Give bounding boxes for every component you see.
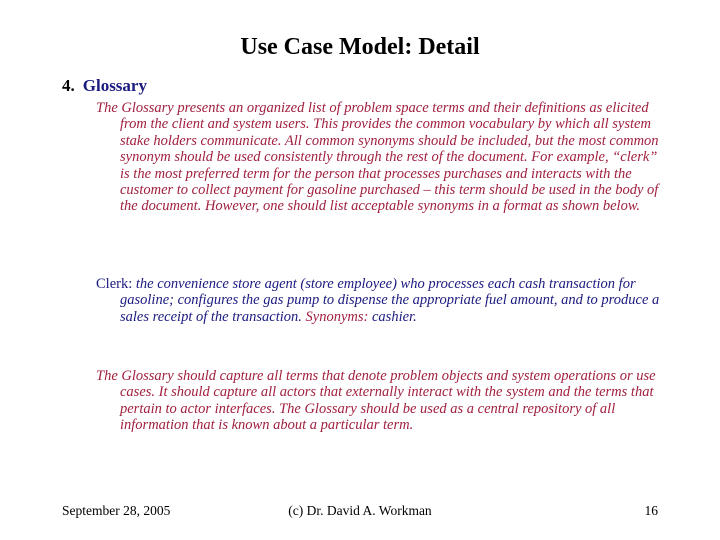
glossary-description-paragraph: The Glossary presents an organized list of problem space terms and their definitions as elicited from the client and system users. This provides the common vocabulary by which all system stake holders communicate. All common synonyms should be included, but the most common synonym should be used consistently through the rest of the document. For example, “clerk” is the most preferred term for the person that processes purchases and interacts with the customer to collect payment for gasoline purchased – this term should be used in the body of the document. However, one should list acceptable synonyms in a format as shown below. — [96, 100, 659, 215]
section-heading — [62, 76, 147, 96]
glossary-scope-paragraph: The Glossary should capture all terms that denote problem objects and system operations or use cases. It should capture all actors that externally interact with the system and the terms that pertain to actor interfaces. The Glossary should be used as a central repository of all information that is known about a particular term. — [96, 368, 656, 434]
slide-title: Use Case Model: Detail — [240, 34, 480, 60]
section-number: 4. — [62, 76, 75, 95]
footer-date: September 28, 2005 — [62, 503, 171, 518]
example-definition: the convenience store agent (store employee) who processes each cash transaction for gasoline; configures the gas pump to dispense the appropriate fuel amount, and to produce a sales receipt of the transaction. — [120, 276, 660, 325]
synonyms-value: cashier. — [368, 308, 417, 325]
synonyms-label: Synonyms: — [305, 308, 369, 325]
footer-page-number: 16 — [644, 503, 658, 518]
example-term: Clerk: — [96, 276, 133, 292]
footer-author: (c) Dr. David A. Workman — [288, 503, 432, 518]
glossary-example-entry — [96, 276, 662, 325]
section-title: Glossary — [82, 76, 147, 95]
